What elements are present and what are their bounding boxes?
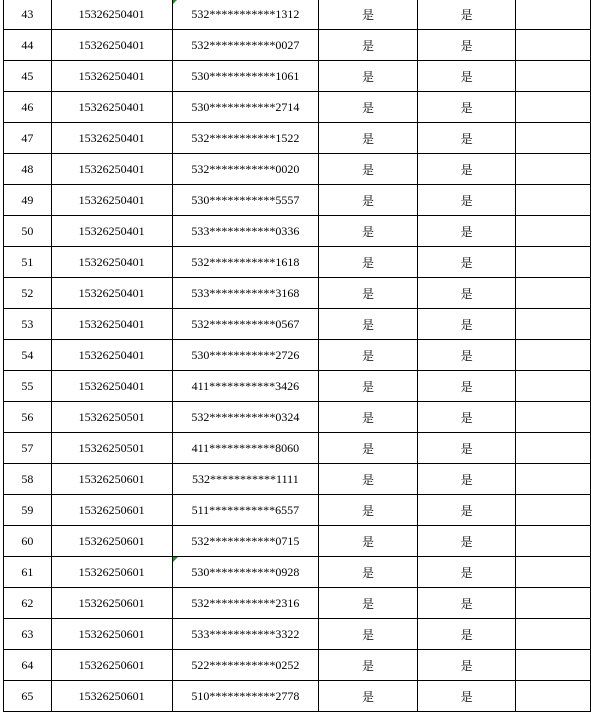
- id-number-cell: 532***********0715: [172, 526, 319, 557]
- table-row: [4, 681, 591, 712]
- row-number-cell: 59: [4, 495, 52, 526]
- code-cell: 15326250401: [51, 30, 172, 61]
- table-row: [4, 588, 591, 619]
- status-b-cell: 是: [417, 185, 516, 216]
- row-number-cell: 58: [4, 464, 52, 495]
- status-a-cell: 是: [319, 557, 418, 588]
- empty-cell: [516, 340, 591, 371]
- status-a-cell: 是: [319, 464, 418, 495]
- status-a-cell: 是: [319, 619, 418, 650]
- row-number-cell: 47: [4, 123, 52, 154]
- id-number-cell: 530***********5557: [172, 185, 319, 216]
- empty-cell: [516, 247, 591, 278]
- status-a-cell: 是: [319, 309, 418, 340]
- status-b-cell: 是: [417, 588, 516, 619]
- table-row: [4, 526, 591, 557]
- id-number-cell: 533***********3168: [172, 278, 319, 309]
- row-number-cell: 56: [4, 402, 52, 433]
- empty-cell: [516, 588, 591, 619]
- row-number-cell: 62: [4, 588, 52, 619]
- table-row: [4, 557, 591, 588]
- id-number-cell: 533***********0336: [172, 216, 319, 247]
- status-a-cell: 是: [319, 340, 418, 371]
- id-number-cell: 532***********1111: [172, 464, 319, 495]
- status-b-cell: 是: [417, 495, 516, 526]
- id-number-cell: 532***********0027: [172, 30, 319, 61]
- row-number-cell: 51: [4, 247, 52, 278]
- table-row: [4, 402, 591, 433]
- id-number-cell: 511***********6557: [172, 495, 319, 526]
- code-cell: 15326250401: [51, 340, 172, 371]
- row-number-cell: 49: [4, 185, 52, 216]
- status-b-cell: 是: [417, 309, 516, 340]
- id-number-cell: 532***********1312: [172, 0, 319, 30]
- status-b-cell: 是: [417, 557, 516, 588]
- status-a-cell: 是: [319, 588, 418, 619]
- status-a-cell: 是: [319, 216, 418, 247]
- table-row: [4, 495, 591, 526]
- code-cell: 15326250401: [51, 247, 172, 278]
- empty-cell: [516, 650, 591, 681]
- id-number-cell: 532***********0020: [172, 154, 319, 185]
- status-b-cell: 是: [417, 247, 516, 278]
- code-cell: 15326250401: [51, 154, 172, 185]
- table-row: [4, 30, 591, 61]
- row-number-cell: 46: [4, 92, 52, 123]
- row-number-cell: 55: [4, 371, 52, 402]
- id-number-cell: 411***********3426: [172, 371, 319, 402]
- table-row: [4, 92, 591, 123]
- code-cell: 15326250601: [51, 526, 172, 557]
- empty-cell: [516, 371, 591, 402]
- table-row: [4, 309, 591, 340]
- table-row: [4, 371, 591, 402]
- table-row: [4, 433, 591, 464]
- status-a-cell: 是: [319, 123, 418, 154]
- id-number-cell: 510***********2778: [172, 681, 319, 712]
- empty-cell: [516, 557, 591, 588]
- table-row: [4, 185, 591, 216]
- id-number-cell: 532***********0324: [172, 402, 319, 433]
- id-number-cell: 522***********0252: [172, 650, 319, 681]
- status-b-cell: 是: [417, 681, 516, 712]
- status-b-cell: 是: [417, 154, 516, 185]
- status-b-cell: 是: [417, 526, 516, 557]
- empty-cell: [516, 123, 591, 154]
- status-b-cell: 是: [417, 278, 516, 309]
- table-row: [4, 0, 591, 30]
- status-b-cell: 是: [417, 619, 516, 650]
- table-row: [4, 650, 591, 681]
- table-row: [4, 154, 591, 185]
- empty-cell: [516, 278, 591, 309]
- status-b-cell: 是: [417, 433, 516, 464]
- table-row: [4, 61, 591, 92]
- code-cell: 15326250501: [51, 433, 172, 464]
- code-cell: 15326250401: [51, 92, 172, 123]
- table-row: [4, 216, 591, 247]
- status-b-cell: 是: [417, 340, 516, 371]
- code-cell: 15326250401: [51, 309, 172, 340]
- code-cell: 15326250401: [51, 61, 172, 92]
- id-number-cell: 411***********8060: [172, 433, 319, 464]
- status-a-cell: 是: [319, 154, 418, 185]
- status-b-cell: 是: [417, 402, 516, 433]
- status-b-cell: 是: [417, 0, 516, 30]
- table-row: [4, 619, 591, 650]
- empty-cell: [516, 433, 591, 464]
- status-a-cell: 是: [319, 433, 418, 464]
- status-b-cell: 是: [417, 61, 516, 92]
- status-b-cell: 是: [417, 371, 516, 402]
- row-number-cell: 54: [4, 340, 52, 371]
- status-a-cell: 是: [319, 371, 418, 402]
- id-number-cell: 530***********2714: [172, 92, 319, 123]
- status-b-cell: 是: [417, 216, 516, 247]
- id-number-cell: 530***********0928: [172, 557, 319, 588]
- status-a-cell: 是: [319, 247, 418, 278]
- status-a-cell: 是: [319, 92, 418, 123]
- row-number-cell: 57: [4, 433, 52, 464]
- id-number-cell: 533***********3322: [172, 619, 319, 650]
- status-a-cell: 是: [319, 526, 418, 557]
- code-cell: 15326250501: [51, 402, 172, 433]
- empty-cell: [516, 216, 591, 247]
- code-cell: 15326250401: [51, 0, 172, 30]
- empty-cell: [516, 495, 591, 526]
- empty-cell: [516, 464, 591, 495]
- id-number-cell: 532***********1522: [172, 123, 319, 154]
- id-number-cell: 532***********0567: [172, 309, 319, 340]
- table-row: [4, 278, 591, 309]
- row-number-cell: 52: [4, 278, 52, 309]
- empty-cell: [516, 92, 591, 123]
- empty-cell: [516, 0, 591, 30]
- code-cell: 15326250601: [51, 464, 172, 495]
- code-cell: 15326250601: [51, 681, 172, 712]
- row-number-cell: 64: [4, 650, 52, 681]
- empty-cell: [516, 402, 591, 433]
- id-number-cell: 532***********1618: [172, 247, 319, 278]
- row-number-cell: 50: [4, 216, 52, 247]
- status-b-cell: 是: [417, 123, 516, 154]
- status-b-cell: 是: [417, 650, 516, 681]
- empty-cell: [516, 309, 591, 340]
- row-number-cell: 53: [4, 309, 52, 340]
- code-cell: 15326250601: [51, 650, 172, 681]
- id-number-cell: 532***********2316: [172, 588, 319, 619]
- status-a-cell: 是: [319, 61, 418, 92]
- table-row: [4, 464, 591, 495]
- status-a-cell: 是: [319, 402, 418, 433]
- code-cell: 15326250601: [51, 619, 172, 650]
- status-b-cell: 是: [417, 92, 516, 123]
- table-row: [4, 123, 591, 154]
- empty-cell: [516, 61, 591, 92]
- code-cell: 15326250401: [51, 185, 172, 216]
- empty-cell: [516, 185, 591, 216]
- status-a-cell: 是: [319, 278, 418, 309]
- code-cell: 15326250401: [51, 278, 172, 309]
- row-number-cell: 44: [4, 30, 52, 61]
- status-a-cell: 是: [319, 0, 418, 30]
- record-table: [3, 0, 591, 712]
- empty-cell: [516, 619, 591, 650]
- status-b-cell: 是: [417, 30, 516, 61]
- id-number-cell: 530***********1061: [172, 61, 319, 92]
- empty-cell: [516, 526, 591, 557]
- empty-cell: [516, 681, 591, 712]
- row-number-cell: 60: [4, 526, 52, 557]
- code-cell: 15326250601: [51, 588, 172, 619]
- code-cell: 15326250401: [51, 216, 172, 247]
- status-b-cell: 是: [417, 464, 516, 495]
- table-body: [4, 0, 591, 712]
- code-cell: 15326250401: [51, 371, 172, 402]
- row-number-cell: 63: [4, 619, 52, 650]
- table-row: [4, 247, 591, 278]
- status-a-cell: 是: [319, 30, 418, 61]
- code-cell: 15326250601: [51, 557, 172, 588]
- code-cell: 15326250601: [51, 495, 172, 526]
- row-number-cell: 45: [4, 61, 52, 92]
- row-number-cell: 65: [4, 681, 52, 712]
- id-number-cell: 530***********2726: [172, 340, 319, 371]
- empty-cell: [516, 30, 591, 61]
- status-a-cell: 是: [319, 681, 418, 712]
- status-a-cell: 是: [319, 495, 418, 526]
- status-a-cell: 是: [319, 650, 418, 681]
- row-number-cell: 48: [4, 154, 52, 185]
- code-cell: 15326250401: [51, 123, 172, 154]
- status-a-cell: 是: [319, 185, 418, 216]
- table-row: [4, 340, 591, 371]
- row-number-cell: 43: [4, 0, 52, 30]
- row-number-cell: 61: [4, 557, 52, 588]
- empty-cell: [516, 154, 591, 185]
